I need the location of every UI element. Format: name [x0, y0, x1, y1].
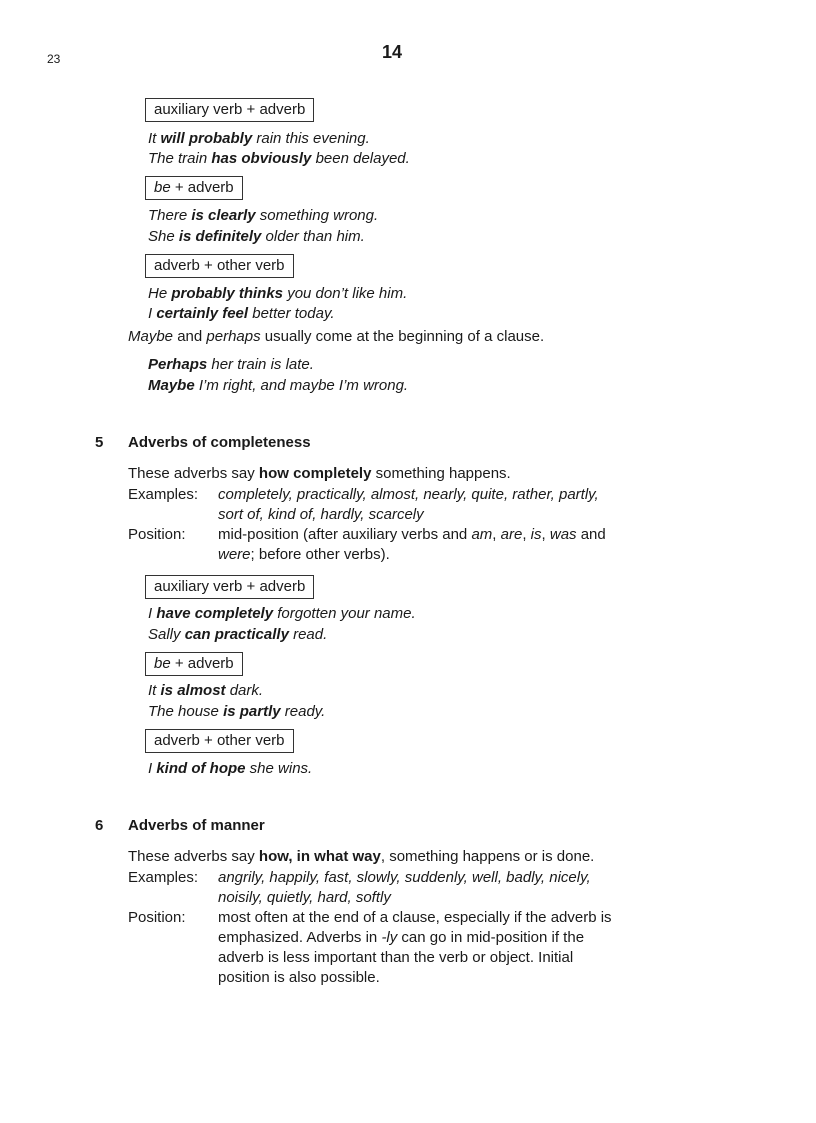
section-description: These adverbs say how completely something happens. — [128, 465, 511, 482]
position-text: mid-position (after auxiliary verbs and am, are, is, was and — [218, 526, 606, 543]
example-sentence: Maybe I’m right, and maybe I’m wrong. — [148, 377, 409, 394]
example-sentence: Sally can practically read. — [148, 626, 328, 643]
examples-list: angrily, happily, fast, slowly, suddenly, well, badly, nicely, — [218, 869, 591, 886]
examples-list: noisily, quietly, hard, softly — [218, 889, 391, 906]
position-text: emphasized. Adverbs in -ly can go in mid-position if the — [218, 929, 585, 946]
position-text: most often at the end of a clause, especially if the adverb is — [218, 909, 612, 926]
position-text: position is also possible. — [218, 969, 380, 986]
example-sentence: I have completely forgotten your name. — [148, 605, 416, 622]
example-sentence: It is almost dark. — [148, 682, 264, 699]
body-note: Maybe and perhaps usually come at the beginning of a clause. — [128, 328, 545, 345]
pattern-box-text: auxiliary verb + adverb — [154, 101, 306, 118]
example-sentence: Perhaps her train is late. — [148, 356, 314, 373]
pattern-box-be: be + adverb — [145, 176, 243, 200]
section-description: These adverbs say how, in what way, something happens or is done. — [128, 848, 595, 865]
examples-label: Examples: — [128, 869, 199, 886]
pattern-box-auxiliary: auxiliary verb + adverb — [145, 575, 314, 599]
section-number: 5 — [95, 434, 104, 451]
example-sentence: I kind of hope she wins. — [148, 760, 313, 777]
section-title: Adverbs of completeness — [128, 434, 311, 451]
position-label: Position: — [128, 909, 186, 926]
pattern-box-other-verb: adverb + other verb — [145, 254, 294, 278]
example-sentence: It will probably rain this evening. — [148, 130, 370, 147]
chapter-number: 14 — [382, 42, 403, 62]
example-sentence: She is definitely older than him. — [148, 228, 365, 245]
pattern-box-auxiliary — [145, 98, 314, 122]
examples-list: sort of, kind of, hardly, scarcely — [218, 506, 424, 523]
example-sentence: He probably thinks you don’t like him. — [148, 285, 408, 302]
pattern-box-be: be + adverb — [145, 652, 243, 676]
examples-list: completely, practically, almost, nearly, quite, rather, partly, — [218, 486, 599, 503]
pattern-box-other-verb: adverb + other verb — [145, 729, 294, 753]
position-text: adverb is less important than the verb or object. Initial — [218, 949, 574, 966]
section-title: Adverbs of manner — [128, 817, 265, 834]
example-sentence: I certainly feel better today. — [148, 305, 335, 322]
section-number: 6 — [95, 817, 104, 834]
position-text: were; before other verbs). — [218, 546, 390, 563]
example-sentence: The train has obviously been delayed. — [148, 150, 410, 167]
example-sentence: There is clearly something wrong. — [148, 207, 379, 224]
position-label: Position: — [128, 526, 186, 543]
page-number: 23 — [47, 52, 61, 66]
examples-label: Examples: — [128, 486, 199, 503]
example-sentence: The house is partly ready. — [148, 703, 326, 720]
